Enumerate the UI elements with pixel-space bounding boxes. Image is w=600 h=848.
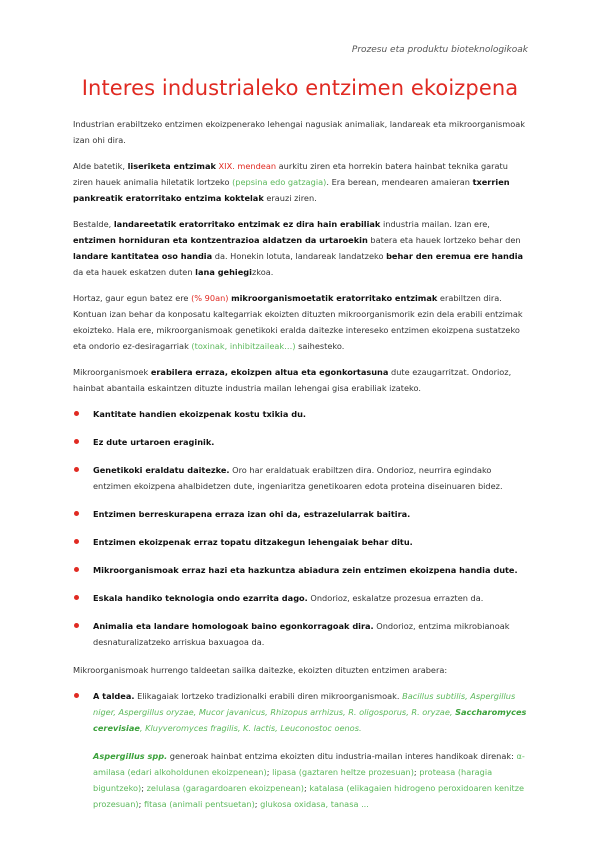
paragraph-animals bbox=[73, 158, 529, 206]
example-note: (pepsina edo gatzagia) bbox=[232, 177, 327, 187]
date-highlight: XIX. mendean bbox=[218, 161, 277, 171]
bullet-text: Ondorioz, eskalatze prozesua errazten da. bbox=[307, 593, 484, 603]
list-item bbox=[73, 618, 529, 650]
document-body bbox=[73, 116, 529, 822]
separator: ; bbox=[141, 783, 147, 793]
text-run: Elikagaiak lortzeko tradizionalki erabili diren mikroorganismoak. bbox=[134, 691, 403, 701]
example-note: (toxinak, inhibitzaileak…) bbox=[191, 341, 296, 351]
paragraph-classification: Mikroorganismoak hurrengo taldeetan sailka daitezke, ekoizten dituzten entzimen arabera: bbox=[73, 665, 448, 675]
text-run: erabiltzen dira. Kontuan izan behar da konposatu kaltegarriak ekoizten dituzten mikroorganismorik ezin dela erabili entzimak ekoizteko. Hala ere, mikroorganismoak genetikoki eralda daitezke intereseko entzimen ekoizpena sustatzeko eta ondorio ez-desiragarriak bbox=[73, 293, 523, 351]
text-run: Mikroorganismoek bbox=[73, 367, 151, 377]
enzyme-item: glukosa oxidasa, tanasa ... bbox=[260, 799, 369, 809]
text-run: batera eta hauek lortzeko behar den bbox=[367, 235, 521, 245]
genus-label: Aspergillus spp. bbox=[93, 751, 168, 761]
group-label: A taldea. bbox=[93, 691, 135, 701]
enzyme-item: lipasa (gaztaren heltze prozesuan) bbox=[272, 767, 414, 777]
bold-term: txerrien pankreatik eratorritako entzima koktelak bbox=[73, 177, 510, 203]
bullet-bold: Entzimen berreskurapena erraza izan ohi da, estrazelularrak baitira. bbox=[93, 509, 411, 519]
text-run: erauzi ziren. bbox=[263, 193, 317, 203]
bold-term: lana gehiegi bbox=[195, 267, 252, 277]
bullet-text: Ondorioz, entzima mikrobianoak desnaturalizatzeko arriskua baxuagoa da. bbox=[93, 621, 510, 647]
enzyme-item: proteasa (haragia biguntzeko) bbox=[93, 767, 493, 793]
bullet-icon bbox=[74, 411, 79, 416]
list-item-group-a bbox=[73, 688, 529, 736]
enzyme-item: katalasa (elikagaien hidrogeno peroxidoaren kenitze prozesuan) bbox=[93, 783, 525, 809]
separator: ; bbox=[254, 799, 261, 809]
bullet-icon bbox=[74, 439, 79, 444]
percent-highlight: (% 90an) bbox=[191, 293, 229, 303]
list-item bbox=[73, 590, 529, 606]
list-item bbox=[73, 534, 529, 550]
bullet-bold: Entzimen ekoizpenak erraz topatu ditzakegun lehengaiak behar ditu. bbox=[93, 537, 413, 547]
bold-term: erabilera erraza, ekoizpen altua eta egonkortasuna bbox=[150, 367, 389, 377]
page-title: Interes industrialeko entzimen ekoizpena bbox=[81, 76, 519, 100]
bullet-bold: Genetikoki eraldatu daitezke. bbox=[93, 465, 230, 475]
text-run: saihesteko. bbox=[295, 341, 345, 351]
bullet-text: Oro har eraldatuak erabiltzen dira. Ondorioz, neurrira egindako entzimen ekoizpena ahalbidetzen dute, ingeniaritza genetikoaren edota proteina diseinuaren bidez. bbox=[93, 465, 503, 491]
bullet-icon bbox=[74, 539, 79, 544]
bullet-bold: Animalia eta landare homologoak baino egonkorragoak dira. bbox=[93, 621, 374, 631]
enzyme-item: fitasa (animali pentsuetan) bbox=[143, 799, 255, 809]
paragraph-microorganisms bbox=[73, 290, 529, 354]
paragraph-aspergillus bbox=[73, 748, 529, 812]
bullet-bold: Eskala handiko teknologia ondo ezarrita dago. bbox=[93, 593, 308, 603]
list-item bbox=[73, 506, 529, 522]
enzyme-item: zelulasa (garagardoaren ekoizpenean) bbox=[146, 783, 304, 793]
list-item bbox=[73, 462, 529, 494]
species-list: , Kluyveromyces fragilis, K. lactis, Leuconostoc oenos. bbox=[139, 723, 362, 733]
bullet-icon bbox=[74, 595, 79, 600]
separator: ; bbox=[266, 767, 273, 777]
species-list: Bacillus subtilis, Aspergillus niger, Aspergillus oryzae, Mucor javanicus, Rhizopus arrhizus, R. oligosporus, R. oryzae, bbox=[93, 691, 516, 717]
bullet-bold: Kantitate handien ekoizpenak kostu txikia du. bbox=[93, 409, 307, 419]
text-run: Alde batetik, bbox=[73, 161, 128, 171]
enzyme-item: α-amilasa (edari alkoholdunen ekoizpenean) bbox=[93, 751, 525, 777]
bullet-icon bbox=[74, 467, 79, 472]
separator: ; bbox=[413, 767, 420, 777]
bold-term: behar den eremua ere handia bbox=[386, 251, 524, 261]
text-run: generoak hainbat entzima ekoizten ditu industria-mailan interes handikoak direnak: bbox=[167, 751, 517, 761]
bullet-icon bbox=[74, 693, 79, 698]
bold-term: entzimen horniduran eta kontzentrazioa aldatzen da urtaroekin bbox=[73, 235, 368, 245]
bold-term: landareetatik eratorritako entzimak ez dira hain erabiliak bbox=[113, 219, 381, 229]
bullet-icon bbox=[74, 623, 79, 628]
paragraph-intro: Industrian erabiltzeko entzimen ekoizpenerako lehengai nagusiak animaliak, landareak eta mikroorganismoak izan ohi dira. bbox=[73, 119, 526, 145]
bullet-bold: Ez dute urtaroen eraginik. bbox=[93, 437, 215, 447]
separator: ; bbox=[304, 783, 310, 793]
advantages-list bbox=[73, 406, 529, 650]
bullet-icon bbox=[74, 511, 79, 516]
bold-term: mikroorganismoetatik eratorritako entzimak bbox=[231, 293, 438, 303]
text-run: Bestalde, bbox=[73, 219, 114, 229]
text-run: Hortaz, gaur egun batez ere bbox=[73, 293, 192, 303]
bullet-bold: Mikroorganismoak erraz hazi eta hazkuntza abiadura zein entzimen ekoizpena handia dute. bbox=[93, 565, 518, 575]
paragraph-advantages bbox=[73, 364, 529, 396]
groups-list bbox=[73, 688, 529, 736]
text-run: da eta hauek eskatzen duten bbox=[73, 267, 196, 277]
text-run: industria mailan. Izan ere, bbox=[380, 219, 490, 229]
bullet-icon bbox=[74, 567, 79, 572]
bold-term: liseriketa entzimak bbox=[127, 161, 216, 171]
text-run: aurkitu ziren eta horrekin batera hainbat teknika garatu ziren hauek animalia hiletatik lortzeko bbox=[73, 161, 508, 187]
list-item bbox=[73, 562, 529, 578]
species-highlight: Saccharomyces cerevisiae bbox=[93, 707, 527, 733]
separator: ; bbox=[138, 799, 144, 809]
list-item bbox=[73, 434, 529, 450]
running-header: Prozesu eta produktu bioteknologikoak bbox=[351, 45, 528, 55]
text-run: dute ezaugarritzat. Ondorioz, hainbat abantaila eskaintzen dituzte industria mailan lehengai gisa erabiliak izateko. bbox=[73, 367, 512, 393]
text-run: zkoa. bbox=[251, 267, 274, 277]
text-run: . Era berean, mendearen amaieran bbox=[326, 177, 473, 187]
bold-term: landare kantitatea oso handia bbox=[73, 251, 213, 261]
paragraph-plants bbox=[73, 216, 529, 280]
text-run: da. Honekin lotuta, landareak landatzeko bbox=[212, 251, 387, 261]
list-item bbox=[73, 406, 529, 422]
